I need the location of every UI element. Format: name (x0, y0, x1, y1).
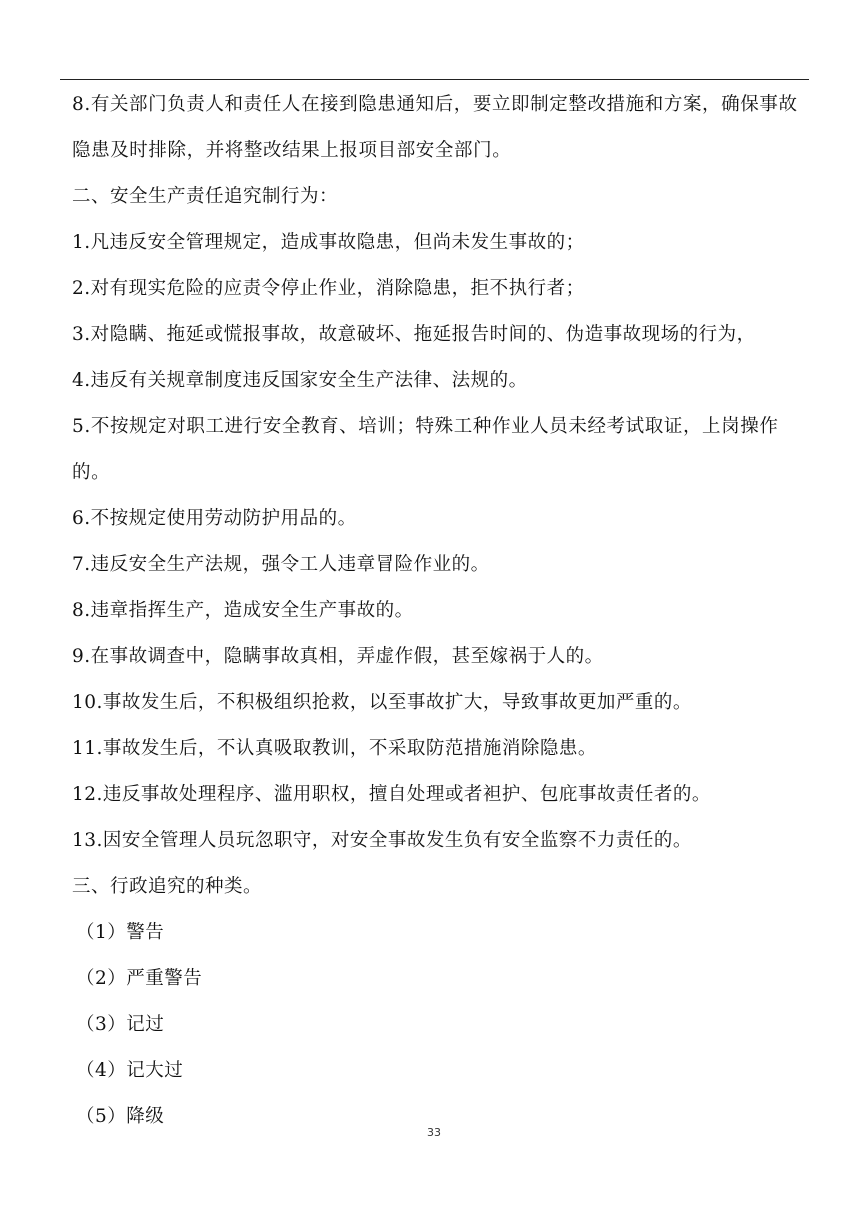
list-item: 3.对隐瞒、拖延或慌报事故，故意破坏、拖延报告时间的、伪造事故现场的行为， (72, 324, 756, 345)
list-item: 10.事故发生后，不积极组织抢救，以至事故扩大，导致事故更加严重的。 (72, 692, 692, 713)
penalty-item: （5）降级 (76, 1106, 165, 1127)
section-heading-3: 三、行政追究的种类。 (72, 876, 263, 897)
penalty-item: （2）严重警告 (76, 968, 203, 989)
list-item: 13.因安全管理人员玩忽职守，对安全事故发生负有安全监察不力责任的。 (72, 830, 692, 851)
list-item: 6.不按规定使用劳动防护用品的。 (72, 508, 357, 529)
paragraph-rectification-measures: 8.有关部门负责人和责任人在接到隐患通知后，要立即制定整改措施和方案，确保事故隐患及时排除，并将整改结果上报项目部安全部门。 (72, 94, 798, 161)
header-rule (60, 79, 809, 80)
list-item: 2.对有现实危险的应责令停止作业，消除隐患，拒不执行者； (72, 278, 585, 299)
list-item: 12.违反事故处理程序、滥用职权，擅自处理或者袒护、包庇事故责任者的。 (72, 784, 711, 805)
penalty-item: （4）记大过 (76, 1060, 184, 1081)
list-item: 11.事故发生后，不认真吸取教训，不采取防范措施消除隐患。 (72, 738, 597, 759)
document-body (60, 82, 810, 1140)
list-item: 9.在事故调查中，隐瞒事故真相，弄虚作假，甚至嫁祸于人的。 (72, 646, 604, 667)
list-item: 1.凡违反安全管理规定，造成事故隐患，但尚未发生事故的； (72, 232, 585, 253)
list-item: 7.违反安全生产法规，强令工人违章冒险作业的。 (72, 554, 490, 575)
list-item: 4.违反有关规章制度违反国家安全生产法律、法规的。 (72, 370, 528, 391)
list-item: 5.不按规定对职工进行安全教育、培训；特殊工种作业人员未经考试取证，上岗操作的。 (72, 416, 779, 483)
penalty-item: （3）记过 (76, 1014, 165, 1035)
page-number: 33 (427, 1126, 441, 1139)
list-item: 8.违章指挥生产，造成安全生产事故的。 (72, 600, 414, 621)
penalty-item: （1）警告 (76, 922, 165, 943)
section-heading-2: 二、安全生产责任追究制行为： (72, 186, 339, 207)
